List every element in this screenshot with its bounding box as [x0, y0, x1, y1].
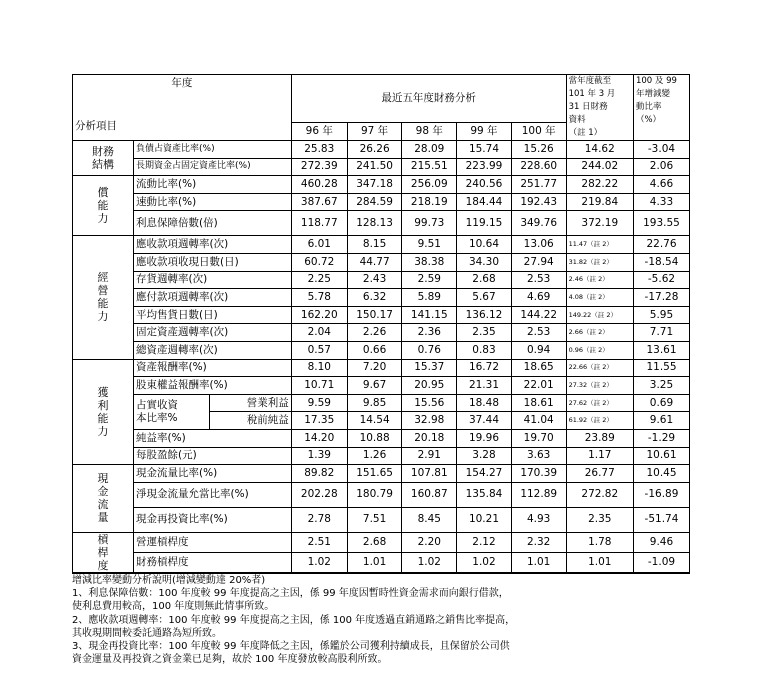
current-period-cell: 14.62 — [566, 141, 633, 159]
value-cell: 0.94 — [511, 341, 566, 359]
value-cell: 162.20 — [291, 306, 347, 324]
change-ratio-cell: 11.55 — [633, 359, 689, 377]
value-cell: 2.35 — [457, 324, 512, 342]
value-cell: 5.78 — [291, 289, 347, 307]
note-line: 3、現金再投資比率：100 年度較 99 年度降低之主因，係鑑於公司獲利持續成長，且保留於公司供 — [72, 641, 510, 653]
value-cell: 18.61 — [511, 394, 566, 412]
change-ratio-cell: 3.25 — [633, 377, 689, 395]
row-label: 財務槓桿度 — [134, 552, 292, 572]
change-ratio-cell: 4.33 — [633, 193, 689, 211]
section-label-char: 力 — [97, 310, 109, 324]
note-line: 增減比率變動分析說明(增減變動達 20%者) — [72, 574, 266, 586]
value-cell: 44.77 — [347, 253, 402, 271]
change-ratio-cell: 0.69 — [633, 394, 689, 412]
sub-label-line: 占實收資 — [136, 398, 179, 411]
notes-block — [72, 573, 690, 667]
row-label: 現金再投資比率(%) — [134, 507, 292, 532]
value-cell: 7.51 — [347, 507, 402, 532]
row-label: 營運槓桿度 — [134, 532, 292, 552]
section-label-char: 獲 — [97, 385, 109, 399]
value-cell: 16.72 — [457, 359, 512, 377]
section-label-char: 槓 — [97, 532, 109, 546]
table-row — [73, 359, 690, 377]
change-ratio-cell: 22.76 — [633, 236, 689, 254]
row-label: 負債占資產比率(%) — [134, 141, 292, 159]
current-header-line: 101 年 3 月 — [568, 89, 616, 99]
current-period-cell: 31.82（註 2） — [566, 253, 633, 271]
value-cell: 202.28 — [291, 482, 347, 507]
current-period-cell: 27.32（註 2） — [566, 377, 633, 395]
value-cell: 2.53 — [511, 271, 566, 289]
change-header-line: 100 及 99 — [635, 76, 677, 86]
change-ratio-cell: -51.74 — [633, 507, 689, 532]
current-period-cell: 0.96（註 2） — [566, 341, 633, 359]
value-cell: 5.67 — [457, 289, 512, 307]
value-cell: 2.51 — [291, 532, 347, 552]
row-label: 速動比率(%) — [134, 193, 292, 211]
value-cell: 160.87 — [402, 482, 457, 507]
table-row — [73, 465, 690, 483]
value-cell: 349.76 — [511, 211, 566, 236]
year-label: 年度 — [73, 75, 292, 114]
current-header-line: （註 1） — [568, 128, 603, 138]
change-header-line: 年增減變 — [635, 89, 670, 99]
value-cell: 2.91 — [402, 447, 457, 465]
change-ratio-cell: 9.61 — [633, 412, 689, 430]
value-cell: 1.39 — [291, 447, 347, 465]
value-cell: 144.22 — [511, 306, 566, 324]
year-header: 100 年 — [511, 123, 566, 141]
value-cell: 14.54 — [347, 412, 402, 430]
current-period-cell: 22.66（註 2） — [566, 359, 633, 377]
section-label-char: 營 — [97, 284, 109, 298]
change-header-line: （%） — [635, 115, 662, 125]
table-row — [73, 193, 690, 211]
value-cell: 2.26 — [347, 324, 402, 342]
value-cell: 1.02 — [457, 552, 512, 572]
value-cell: 26.26 — [347, 141, 402, 159]
change-ratio-cell: 4.66 — [633, 176, 689, 194]
value-cell: 41.04 — [511, 412, 566, 430]
value-cell: 460.28 — [291, 176, 347, 194]
current-header-line: 31 日財務 — [568, 102, 608, 112]
value-cell: 223.99 — [457, 158, 512, 176]
sub-label — [134, 394, 210, 429]
change-header-line: 動比率 — [635, 102, 662, 112]
change-ratio-cell: -3.04 — [633, 141, 689, 159]
current-header-line: 資料 — [568, 115, 586, 125]
section-label-char: 桿 — [97, 545, 109, 559]
change-ratio-cell: -16.89 — [633, 482, 689, 507]
value-cell: 8.10 — [291, 359, 347, 377]
current-period-cell: 372.19 — [566, 211, 633, 236]
section-label-char: 度 — [97, 558, 109, 572]
section-label-char: 償 — [97, 186, 109, 200]
value-cell: 32.98 — [402, 412, 457, 430]
current-period-cell: 2.35 — [566, 507, 633, 532]
value-cell: 28.09 — [402, 141, 457, 159]
row-label: 每股盈餘(元) — [134, 447, 292, 465]
section-label-char: 能 — [97, 199, 109, 213]
value-cell: 2.53 — [511, 324, 566, 342]
value-cell: 10.71 — [291, 377, 347, 395]
row-label: 長期資金占固定資產比率(%) — [134, 158, 292, 176]
value-cell: 3.63 — [511, 447, 566, 465]
row-label: 存貨週轉率(次) — [134, 271, 292, 289]
row-label: 資產報酬率(%) — [134, 359, 292, 377]
current-period-cell: 2.46（註 2） — [566, 271, 633, 289]
section-label — [73, 176, 134, 236]
section-label-char: 量 — [97, 511, 109, 525]
value-cell: 25.83 — [291, 141, 347, 159]
value-cell: 8.45 — [402, 507, 457, 532]
note-line: 其收現期間較委託通路為短所致。 — [72, 627, 222, 639]
value-cell: 112.89 — [511, 482, 566, 507]
value-cell: 2.25 — [291, 271, 347, 289]
section-label-char: 力 — [97, 212, 109, 226]
row-label: 流動比率(%) — [134, 176, 292, 194]
value-cell: 99.73 — [402, 211, 457, 236]
current-period-cell: 23.89 — [566, 429, 633, 447]
table-row — [73, 306, 690, 324]
value-cell: 128.13 — [347, 211, 402, 236]
value-cell: 2.68 — [457, 271, 512, 289]
section-label-char: 能 — [97, 297, 109, 311]
table-row — [73, 324, 690, 342]
value-cell: 0.66 — [347, 341, 402, 359]
table-row — [73, 289, 690, 307]
value-cell: 118.77 — [291, 211, 347, 236]
value-cell: 15.26 — [511, 141, 566, 159]
table-row — [73, 176, 690, 194]
row-label: 股東權益報酬率(%) — [134, 377, 292, 395]
value-cell: 22.01 — [511, 377, 566, 395]
value-cell: 34.30 — [457, 253, 512, 271]
value-cell: 2.04 — [291, 324, 347, 342]
table-row — [73, 341, 690, 359]
change-ratio-header — [633, 75, 689, 141]
current-period-cell: 244.02 — [566, 158, 633, 176]
value-cell: 89.82 — [291, 465, 347, 483]
row-label: 應收款項週轉率(次) — [134, 236, 292, 254]
value-cell: 15.74 — [457, 141, 512, 159]
current-period-cell: 272.82 — [566, 482, 633, 507]
table-row — [73, 532, 690, 552]
value-cell: 119.15 — [457, 211, 512, 236]
value-cell: 135.84 — [457, 482, 512, 507]
current-period-cell: 1.78 — [566, 532, 633, 552]
table-row — [73, 429, 690, 447]
value-cell: 14.20 — [291, 429, 347, 447]
value-cell: 1.02 — [402, 552, 457, 572]
value-cell: 17.35 — [291, 412, 347, 430]
value-cell: 0.76 — [402, 341, 457, 359]
row-label: 淨現金流量允當比率(%) — [134, 482, 292, 507]
table-row — [73, 447, 690, 465]
section-label-char: 利 — [97, 398, 109, 412]
change-ratio-cell: 193.55 — [633, 211, 689, 236]
section-label — [73, 465, 134, 533]
note-line: 1、利息保障倍數：100 年度較 99 年度提高之主因，係 99 年度因暫時性資金需求而向銀行借款， — [72, 587, 509, 599]
value-cell: 215.51 — [402, 158, 457, 176]
value-cell: 8.15 — [347, 236, 402, 254]
value-cell: 20.95 — [402, 377, 457, 395]
row-label: 應收款項收現日數(日) — [134, 253, 292, 271]
financial-analysis-table — [72, 74, 690, 573]
value-cell: 141.15 — [402, 306, 457, 324]
change-ratio-cell: 2.06 — [633, 158, 689, 176]
value-cell: 2.78 — [291, 507, 347, 532]
value-cell: 1.26 — [347, 447, 402, 465]
section-label-char: 財務 — [92, 145, 115, 159]
value-cell: 1.01 — [511, 552, 566, 572]
value-cell: 2.68 — [347, 532, 402, 552]
value-cell: 241.50 — [347, 158, 402, 176]
row-label: 總資產週轉率(次) — [134, 341, 292, 359]
value-cell: 228.60 — [511, 158, 566, 176]
value-cell: 38.38 — [402, 253, 457, 271]
value-cell: 9.67 — [347, 377, 402, 395]
value-cell: 150.17 — [347, 306, 402, 324]
value-cell: 9.85 — [347, 394, 402, 412]
table-row — [73, 507, 690, 532]
value-cell: 18.48 — [457, 394, 512, 412]
change-ratio-cell: -18.54 — [633, 253, 689, 271]
change-ratio-cell: 10.61 — [633, 447, 689, 465]
group-header: 最近五年度財務分析 — [291, 75, 566, 123]
section-label — [73, 359, 134, 465]
table-row — [73, 253, 690, 271]
value-cell: 2.59 — [402, 271, 457, 289]
row-label: 固定資產週轉率(次) — [134, 324, 292, 342]
table-row — [73, 377, 690, 395]
current-period-cell: 219.84 — [566, 193, 633, 211]
value-cell: 3.28 — [457, 447, 512, 465]
section-label-char: 結構 — [92, 158, 115, 172]
value-cell: 6.01 — [291, 236, 347, 254]
change-ratio-cell: 10.45 — [633, 465, 689, 483]
table-row — [73, 482, 690, 507]
change-ratio-cell: 5.95 — [633, 306, 689, 324]
value-cell: 5.89 — [402, 289, 457, 307]
current-period-cell: 2.66（註 2） — [566, 324, 633, 342]
value-cell: 20.18 — [402, 429, 457, 447]
value-cell: 2.20 — [402, 532, 457, 552]
section-label — [73, 141, 134, 176]
value-cell: 0.57 — [291, 341, 347, 359]
value-cell: 107.81 — [402, 465, 457, 483]
table-row — [73, 158, 690, 176]
table-row — [73, 211, 690, 236]
value-cell: 60.72 — [291, 253, 347, 271]
value-cell: 256.09 — [402, 176, 457, 194]
value-cell: 27.94 — [511, 253, 566, 271]
financial-analysis-sheet — [72, 74, 690, 667]
section-label-char: 能 — [97, 411, 109, 425]
row-label: 純益率(%) — [134, 429, 292, 447]
change-ratio-cell: 7.71 — [633, 324, 689, 342]
change-ratio-cell: 9.46 — [633, 532, 689, 552]
value-cell: 10.21 — [457, 507, 512, 532]
value-cell: 21.31 — [457, 377, 512, 395]
current-period-cell: 149.22（註 2） — [566, 306, 633, 324]
value-cell: 2.36 — [402, 324, 457, 342]
value-cell: 9.51 — [402, 236, 457, 254]
value-cell: 4.69 — [511, 289, 566, 307]
section-label — [73, 236, 134, 359]
change-ratio-cell: -1.09 — [633, 552, 689, 572]
value-cell: 2.32 — [511, 532, 566, 552]
value-cell: 7.20 — [347, 359, 402, 377]
value-cell: 347.18 — [347, 176, 402, 194]
value-cell: 0.83 — [457, 341, 512, 359]
row-label: 平均售貨日數(日) — [134, 306, 292, 324]
value-cell: 2.12 — [457, 532, 512, 552]
value-cell: 1.02 — [291, 552, 347, 572]
year-header: 96 年 — [291, 123, 347, 141]
value-cell: 10.88 — [347, 429, 402, 447]
change-ratio-cell: -17.28 — [633, 289, 689, 307]
note-line: 資金運量及再投資之資金業已足夠，故於 100 年度發放較高股利所致。 — [72, 654, 388, 666]
value-cell: 19.70 — [511, 429, 566, 447]
change-ratio-cell: -1.29 — [633, 429, 689, 447]
current-period-cell: 61.92（註 2） — [566, 412, 633, 430]
table-row — [73, 141, 690, 159]
value-cell: 15.37 — [402, 359, 457, 377]
section-label-char: 力 — [97, 424, 109, 438]
value-cell: 387.67 — [291, 193, 347, 211]
value-cell: 2.43 — [347, 271, 402, 289]
row-label: 營業利益 — [210, 394, 291, 412]
value-cell: 284.59 — [347, 193, 402, 211]
value-cell: 151.65 — [347, 465, 402, 483]
value-cell: 19.96 — [457, 429, 512, 447]
value-cell: 1.01 — [347, 552, 402, 572]
section-label-char: 經 — [97, 271, 109, 285]
value-cell: 13.06 — [511, 236, 566, 254]
value-cell: 18.65 — [511, 359, 566, 377]
row-label: 現金流量比率(%) — [134, 465, 292, 483]
table-row — [73, 271, 690, 289]
current-period-cell: 1.01 — [566, 552, 633, 572]
current-period-cell: 11.47（註 2） — [566, 236, 633, 254]
value-cell: 136.12 — [457, 306, 512, 324]
sub-label-line: 本比率% — [136, 411, 178, 424]
value-cell: 192.43 — [511, 193, 566, 211]
year-header: 98 年 — [402, 123, 457, 141]
value-cell: 184.44 — [457, 193, 512, 211]
value-cell: 272.39 — [291, 158, 347, 176]
value-cell: 4.93 — [511, 507, 566, 532]
current-period-cell: 26.77 — [566, 465, 633, 483]
item-label: 分析項目 — [73, 113, 292, 141]
section-label-char: 現 — [97, 472, 109, 486]
value-cell: 37.44 — [457, 412, 512, 430]
section-label-char: 金 — [97, 485, 109, 499]
value-cell: 6.32 — [347, 289, 402, 307]
table-row — [73, 394, 690, 412]
value-cell: 240.56 — [457, 176, 512, 194]
value-cell: 218.19 — [402, 193, 457, 211]
current-period-cell: 4.08（註 2） — [566, 289, 633, 307]
value-cell: 251.77 — [511, 176, 566, 194]
value-cell: 9.59 — [291, 394, 347, 412]
current-period-header — [566, 75, 633, 141]
change-ratio-cell: 13.61 — [633, 341, 689, 359]
row-label: 稅前純益 — [210, 412, 291, 430]
note-line: 2、應收款項週轉率：100 年度較 99 年度提高之主因，係 100 年度透過直銷通路之銷售比率提高， — [72, 614, 516, 626]
value-cell: 10.64 — [457, 236, 512, 254]
current-period-cell: 27.62（註 2） — [566, 394, 633, 412]
table-row — [73, 236, 690, 254]
row-label: 利息保障倍數(倍) — [134, 211, 292, 236]
value-cell: 180.79 — [347, 482, 402, 507]
value-cell: 154.27 — [457, 465, 512, 483]
row-label: 應付款項週轉率(次) — [134, 289, 292, 307]
section-label — [73, 532, 134, 572]
value-cell: 15.56 — [402, 394, 457, 412]
value-cell: 170.39 — [511, 465, 566, 483]
table-row — [73, 552, 690, 572]
section-label-char: 流 — [97, 498, 109, 512]
year-header: 99 年 — [457, 123, 512, 141]
change-ratio-cell: -5.62 — [633, 271, 689, 289]
note-line: 使利息費用較高，100 年度則無此情事所致。 — [72, 601, 275, 613]
current-header-line: 當年度截至 — [568, 76, 612, 86]
current-period-cell: 282.22 — [566, 176, 633, 194]
current-period-cell: 1.17 — [566, 447, 633, 465]
year-header: 97 年 — [347, 123, 402, 141]
